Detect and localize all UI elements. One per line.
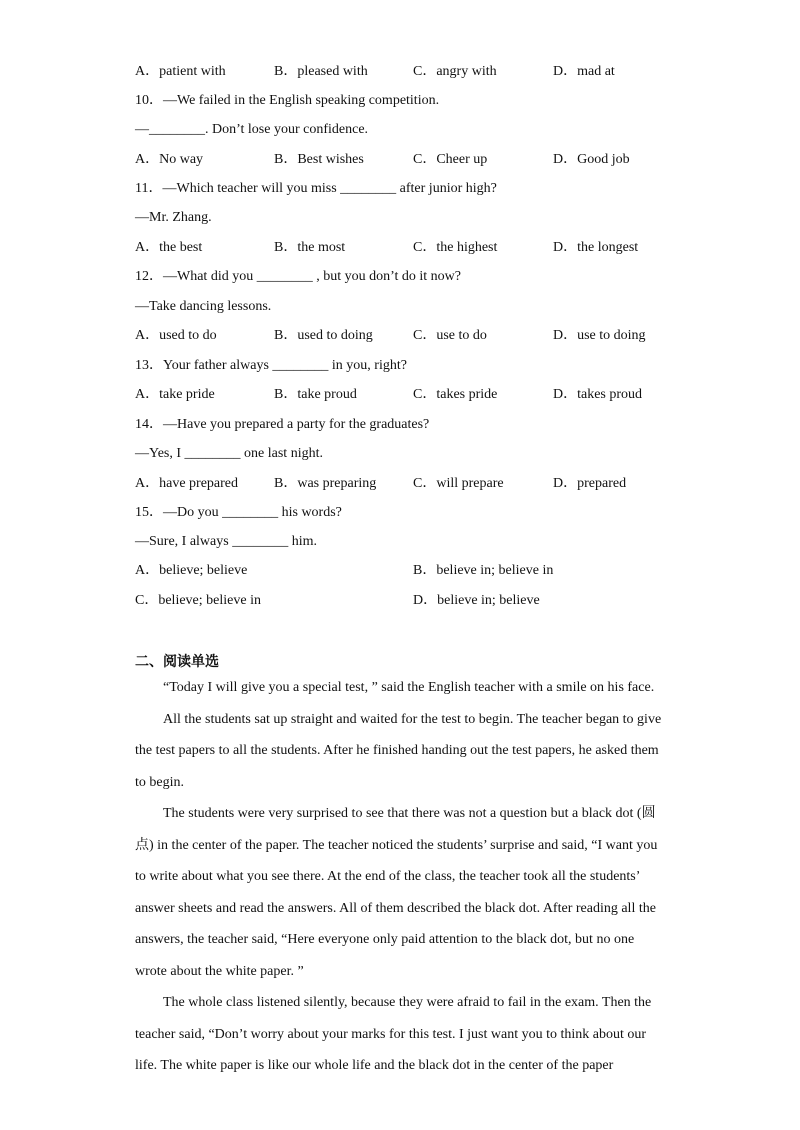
- passage-p3-line: wrote about the white paper. ”: [135, 963, 304, 979]
- q10-option-c: C．Cheer up: [413, 152, 488, 167]
- q11-option-b: B．the most: [274, 240, 346, 255]
- q14-line2: —Yes, I ________ one last night.: [135, 446, 323, 461]
- section-title: 二、阅读单选: [135, 654, 219, 670]
- q10-option-b: B．Best wishes: [274, 152, 364, 167]
- q12-option-a: A．used to do: [135, 328, 217, 343]
- q12-option-c: C．use to do: [413, 328, 487, 343]
- q14-stem: 14．—Have you prepared a party for the graduates?: [135, 417, 430, 432]
- passage-p3-line: to write about what you see there. At the end of the class, the teacher took all the students’: [135, 869, 641, 884]
- passage-p3-line: 点) in the center of the paper. The teacher noticed the students’ surprise and said, “I want you: [135, 837, 658, 853]
- passage-p3-line: answers, the teacher said, “Here everyone only paid attention to the black dot, but no one: [135, 932, 635, 947]
- passage-p4-line: The whole class listened silently, because they were afraid to fail in the exam. Then the: [163, 995, 652, 1010]
- q15-option-d: D．believe in; believe: [413, 593, 540, 608]
- q9-option-b: B．pleased with: [274, 64, 368, 79]
- q13-stem: 13．Your father always ________ in you, right?: [135, 358, 407, 373]
- q12-stem: 12．—What did you ________ , but you don’t do it now?: [135, 269, 461, 284]
- q15-line2: —Sure, I always ________ him.: [135, 534, 317, 549]
- q11-option-d: D．the longest: [553, 240, 639, 255]
- q13-option-b: B．take proud: [274, 387, 357, 402]
- q10-stem: 10．—We failed in the English speaking competition.: [135, 93, 440, 108]
- q15-option-a: A．believe; believe: [135, 563, 248, 578]
- q9-option-c: C．angry with: [413, 64, 497, 79]
- q14-option-d: D．prepared: [553, 476, 627, 491]
- q13-option-d: D．takes proud: [553, 387, 643, 402]
- q9-option-a: A．patient with: [135, 64, 226, 79]
- q13-option-c: C．takes pride: [413, 387, 498, 402]
- q10-option-a: A．No way: [135, 152, 204, 167]
- passage-p2-line: All the students sat up straight and waited for the test to begin. The teacher began to give: [163, 711, 662, 727]
- passage-p3-line: The students were very surprised to see that there was not a question but a black dot (圆: [163, 806, 656, 821]
- passage-p1-line: “Today I will give you a special test, ” said the English teacher with a smile on his face.: [163, 680, 655, 695]
- passage-p4-line: life. The white paper is like our whole life and the black dot in the center of the paper: [135, 1058, 614, 1073]
- q11-stem: 11．—Which teacher will you miss ________ after junior high?: [135, 181, 497, 196]
- q9-option-d: D．mad at: [553, 64, 615, 79]
- passage-p3-line: answer sheets and read the answers. All of them described the black dot. After reading all the: [135, 900, 656, 916]
- q14-option-c: C．will prepare: [413, 476, 504, 491]
- q15-stem: 15．—Do you ________ his words?: [135, 505, 342, 520]
- q13-option-a: A．take pride: [135, 387, 215, 402]
- q12-option-d: D．use to doing: [553, 328, 646, 343]
- q15-option-c: C．believe; believe in: [135, 593, 261, 608]
- q10-line2: —________. Don’t lose your confidence.: [135, 122, 369, 137]
- q14-option-b: B．was preparing: [274, 476, 377, 491]
- q10-option-d: D．Good job: [553, 152, 630, 167]
- q11-option-c: C．the highest: [413, 240, 498, 255]
- q14-option-a: A．have prepared: [135, 476, 239, 491]
- passage-p4-line: teacher said, “Don’t worry about your marks for this test. I just want you to think about our: [135, 1026, 647, 1042]
- q12-line2: —Take dancing lessons.: [135, 299, 272, 314]
- q15-option-b: B．believe in; believe in: [413, 563, 554, 578]
- passage-p2-line: to begin.: [135, 774, 184, 790]
- q12-option-b: B．used to doing: [274, 328, 373, 343]
- passage: [135, 672, 667, 1082]
- q11-line2: —Mr. Zhang.: [135, 210, 212, 225]
- q11-option-a: A．the best: [135, 240, 203, 255]
- passage-p2-line: the test papers to all the students. After he finished handing out the test papers, he asked them: [135, 743, 659, 758]
